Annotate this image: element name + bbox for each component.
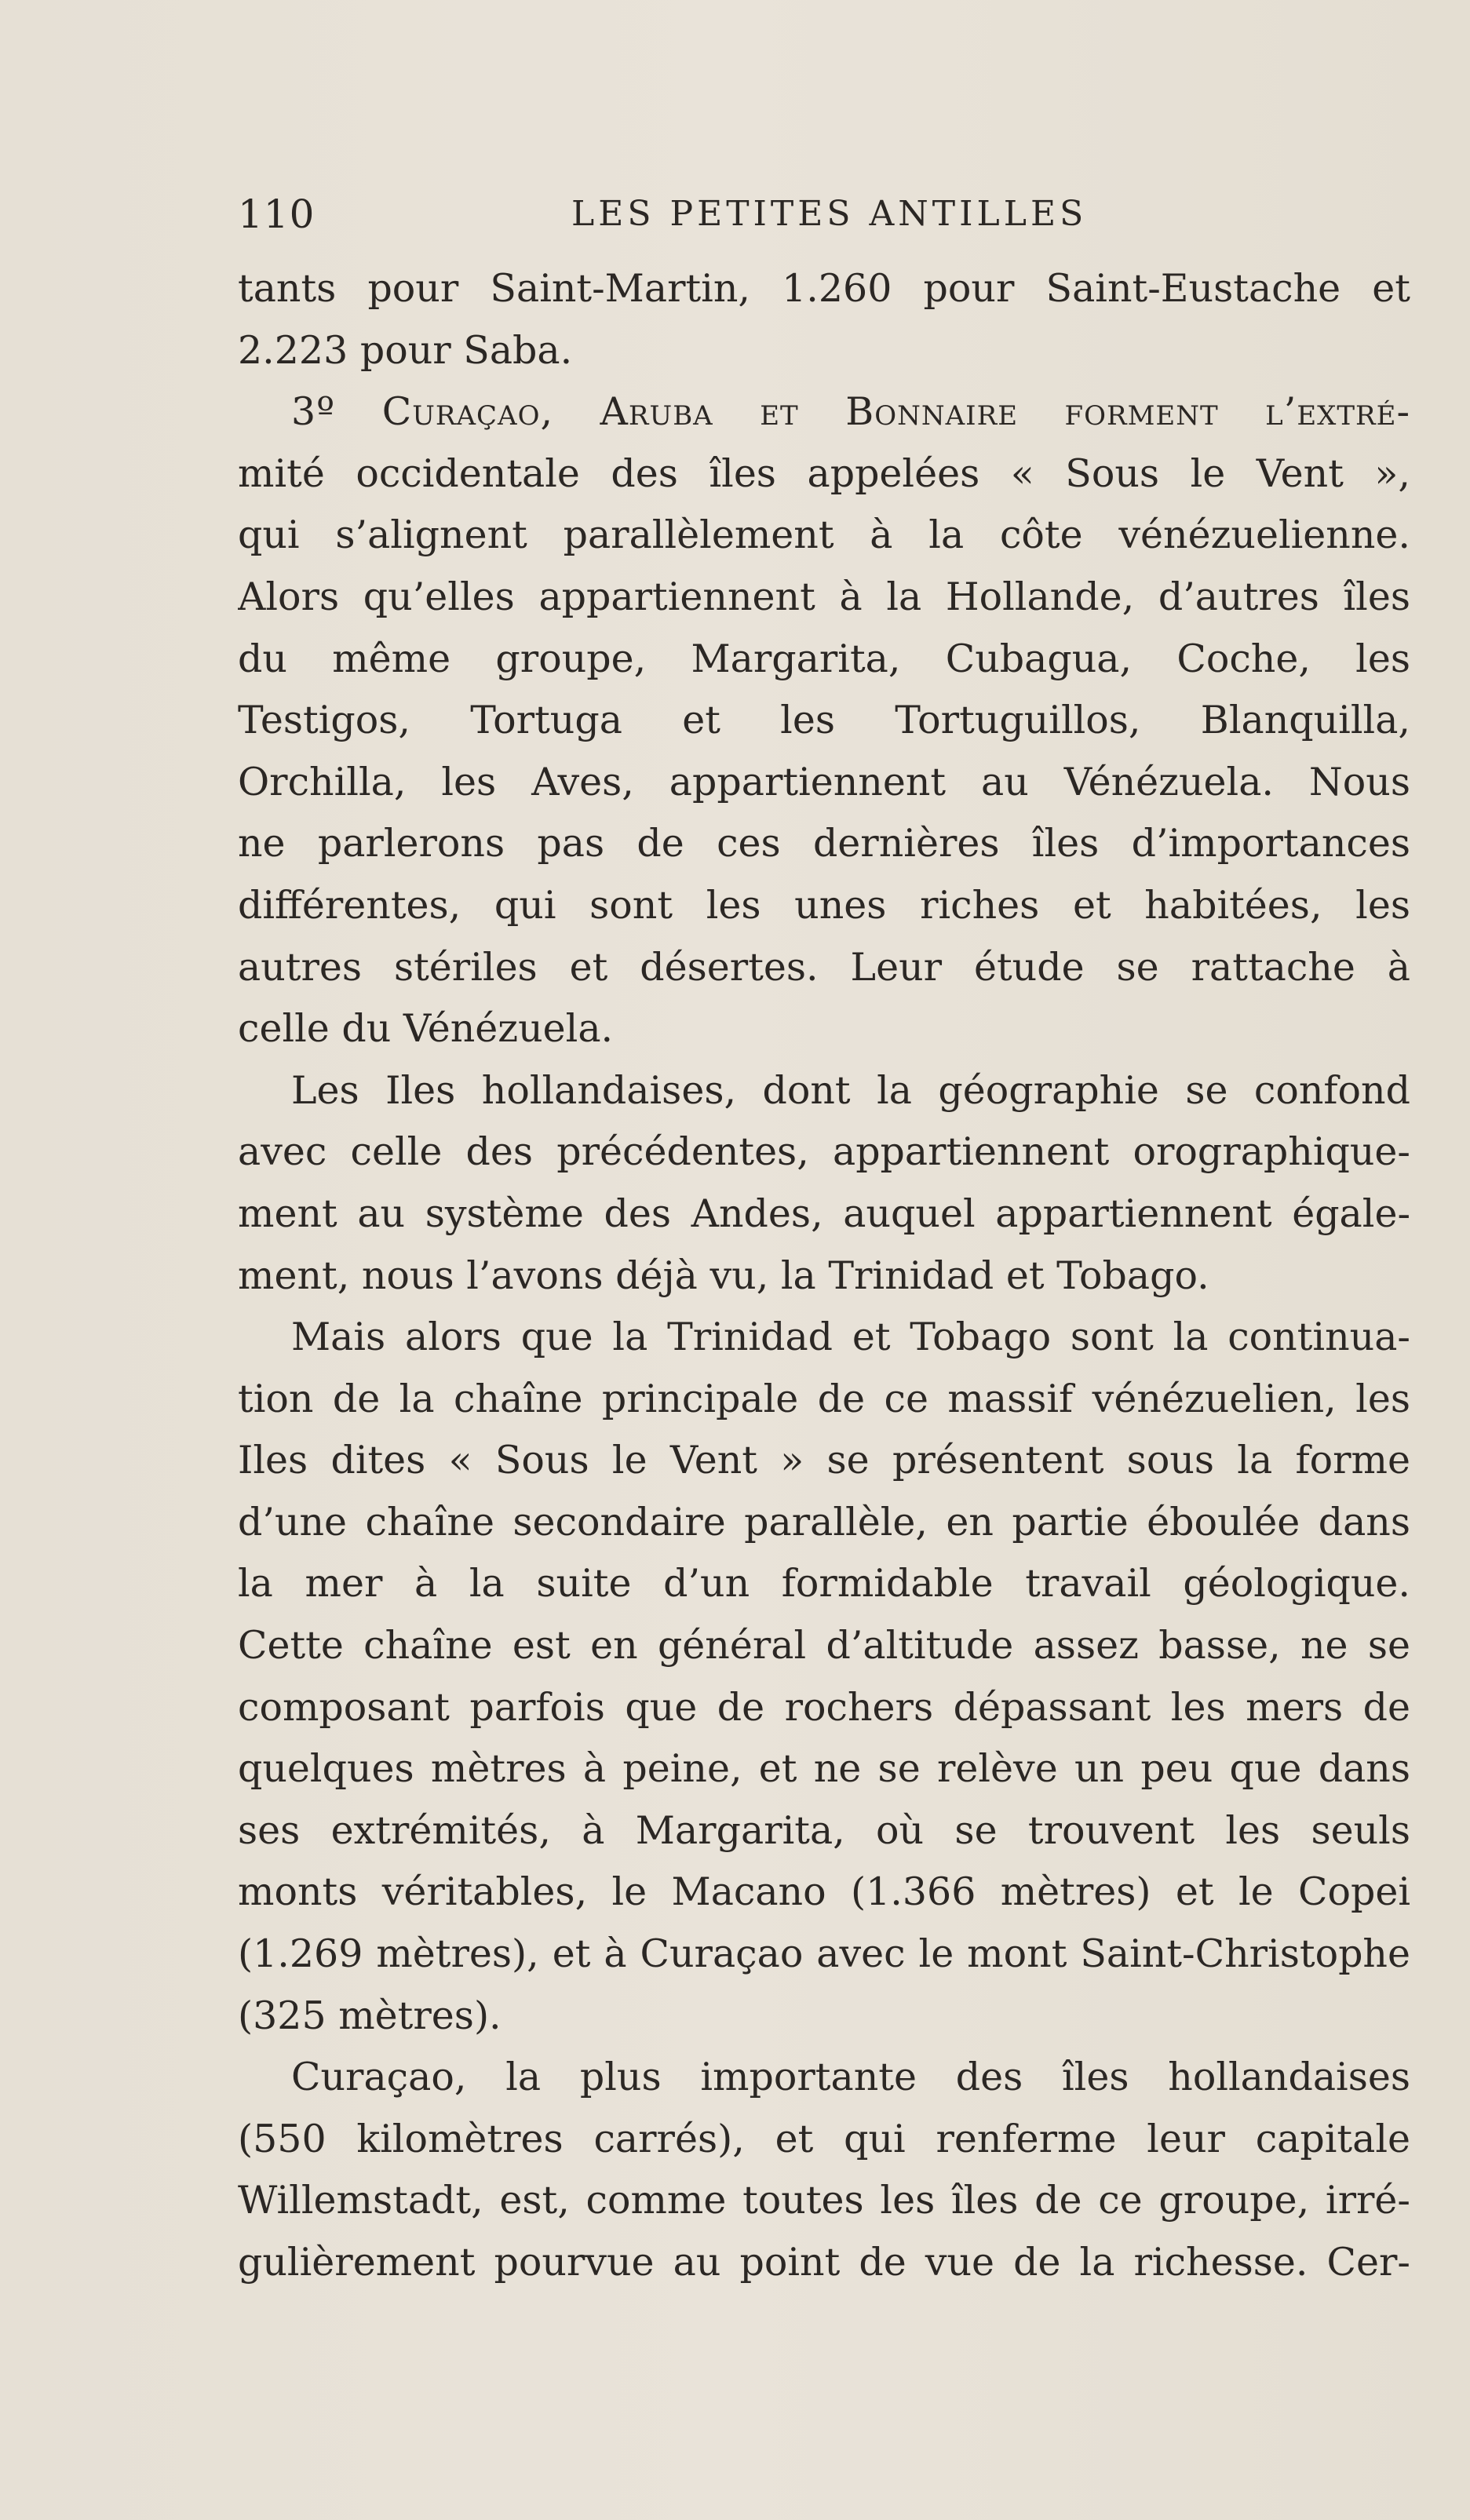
text-line: la mer à la suite d’un formidable travail géologique. bbox=[238, 1561, 1410, 1606]
text-line: différentes, qui sont les unes riches et habitées, les bbox=[238, 882, 1410, 928]
text-line: Alors qu’elles appartiennent à la Hollande, d’autres îles bbox=[238, 574, 1410, 619]
text-line: Cette chaîne est en général d’altitude assez basse, ne se bbox=[238, 1623, 1410, 1668]
text-line: d’une chaîne secondaire parallèle, en partie éboulée dans bbox=[238, 1499, 1410, 1544]
text-line: tion de la chaîne principale de ce massif vénézuelien, les bbox=[238, 1376, 1410, 1421]
text-line: celle du Vénézuela. bbox=[238, 1006, 614, 1052]
text-line: avec celle des précédentes, appartiennent orographique- bbox=[238, 1129, 1410, 1175]
text-line: ment au système des Andes, auquel appartiennent égale- bbox=[238, 1191, 1410, 1236]
text-line: qui s’alignent parallèlement à la côte vénézuelienne. bbox=[238, 512, 1410, 558]
text-line: Mais alors que la Trinidad et Tobago sont la continua- bbox=[291, 1315, 1410, 1360]
text-line: monts véritables, le Macano (1.366 mètres) et le Copei bbox=[238, 1869, 1410, 1915]
text-line: mité occidentale des îles appelées « Sous le Vent », bbox=[238, 450, 1410, 496]
text-line: quelques mètres à peine, et ne se relève un peu que dans bbox=[238, 1746, 1410, 1792]
text-line: autres stériles et désertes. Leur étude se rattache à bbox=[238, 944, 1410, 990]
text-line: Testigos, Tortuga et les Tortuguillos, Blanquilla, bbox=[238, 698, 1410, 743]
text-line: (1.269 mètres), et à Curaçao avec le mont Saint-Christophe bbox=[238, 1931, 1410, 1977]
text-line: ne parlerons pas de ces dernières îles d’importances bbox=[238, 821, 1410, 866]
text-line: ses extrémités, à Margarita, où se trouvent les seuls bbox=[238, 1807, 1410, 1853]
page-header bbox=[238, 187, 1410, 242]
text-line: Orchilla, les Aves, appartiennent au Vénézuela. Nous bbox=[238, 759, 1410, 804]
body-text bbox=[238, 258, 1410, 2294]
running-title: LES PETITES ANTILLES bbox=[571, 194, 1088, 234]
text-line: Curaçao, la plus importante des îles hollandaises bbox=[291, 2055, 1410, 2100]
text-line: tants pour Saint-Martin, 1.260 pour Saint-Eustache et bbox=[238, 266, 1410, 311]
text-line: Iles dites « Sous le Vent » se présentent sous la forme bbox=[238, 1438, 1410, 1483]
text-line: 3º Curaçao, Aruba et Bonnaire forment l’extré- bbox=[291, 389, 1410, 435]
text-line: du même groupe, Margarita, Cubagua, Coche, les bbox=[238, 636, 1410, 681]
text-line: Les Iles hollandaises, dont la géographie se confond bbox=[291, 1067, 1410, 1113]
text-line: composant parfois que de rochers dépassant les mers de bbox=[238, 1684, 1410, 1730]
text-line: (550 kilomètres carrés), et qui renferme leur capitale bbox=[238, 2116, 1410, 2161]
text-line: gulièrement pourvue au point de vue de la richesse. Cer- bbox=[238, 2240, 1410, 2285]
text-line: 2.223 pour Saba. bbox=[238, 327, 573, 373]
page-number: 110 bbox=[238, 191, 316, 237]
text-line: ment, nous l’avons déjà vu, la Trinidad et Tobago. bbox=[238, 1253, 1209, 1298]
text-line: (325 mètres). bbox=[238, 1993, 502, 2038]
text-line: Willemstadt, est, comme toutes les îles de ce groupe, irré- bbox=[238, 2178, 1410, 2223]
